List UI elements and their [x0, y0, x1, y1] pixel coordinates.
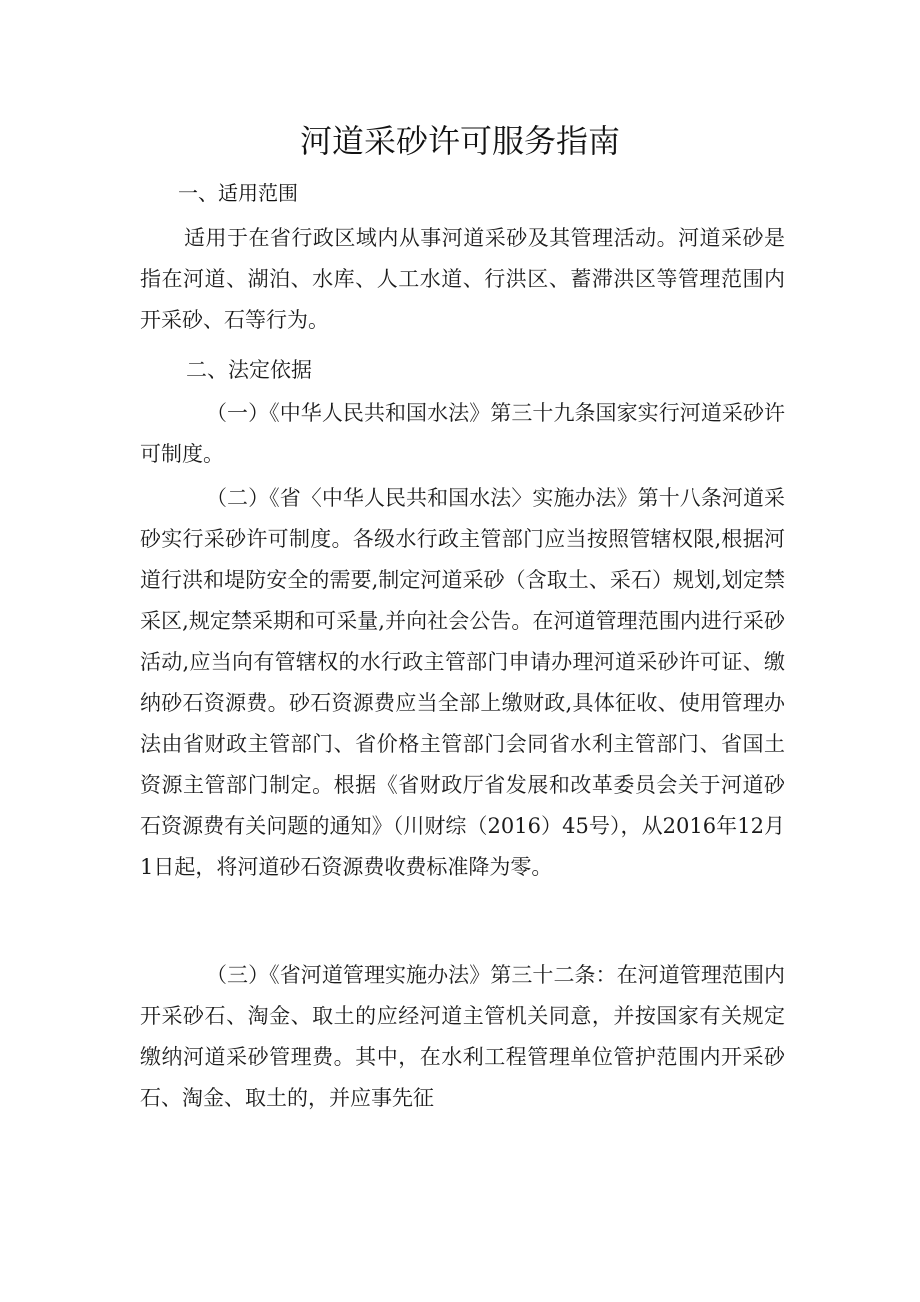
section-heading-scope: 一、适用范围 — [178, 181, 298, 205]
legal-basis-item-3: （三）《省河道管理实施办法》第三十二条：在河道管理范围内开采砂石、淘金、取土的应经河道主管机关同意，并按国家有关规定缴纳河道采砂管理费。其中，在水利工程管理单位管护范围内开采砂石、淘金、取土的，并应事先征 — [140, 963, 785, 1110]
legal-basis-item-1: （一）《中华人民共和国水法》第三十九条国家实行河道采砂许可制度。 — [140, 401, 785, 466]
section-heading-legal-basis: 二、法定依据 — [186, 358, 312, 382]
legal-basis-item-3-block — [140, 955, 785, 1119]
legal-basis-item-2-block — [140, 478, 785, 888]
legal-basis-item-2: （二）《省〈中华人民共和国水法〉实施办法》第十八条河道采砂实行采砂许可制度。各级水行政主管部门应当按照管辖权限,根据河道行洪和堤防安全的需要,制定河道采砂（含取土、采石）规划,划定禁采区,规定禁采期和可采量,并向社会公告。在河道管理范围内进行采砂活动,应当向有管辖权的水行政主管部门申请办理河道采砂许可证、缴纳砂石资源费。砂石资源费应当全部上缴财政,具体征收、使用管理办法由省财政主管部门、省价格主管部门会同省水利主管部门、省国土资源主管部门制定。根据《省财政厅省发展和改革委员会关于河道砂石资源费有关问题的通知》（川财综（2016）45号），从2016年12月1日起，将河道砂石资源费收费标准降为零。 — [140, 486, 785, 879]
scope-paragraph-block — [140, 218, 785, 341]
scope-paragraph: 适用于在省行政区域内从事河道采砂及其管理活动。河道采砂是指在河道、湖泊、水库、人工水道、行洪区、蓄滞洪区等管理范围内开采砂、石等行为。 — [140, 226, 785, 332]
legal-basis-item-1-block — [140, 393, 785, 475]
document-title: 河道采砂许可服务指南 — [299, 122, 620, 160]
